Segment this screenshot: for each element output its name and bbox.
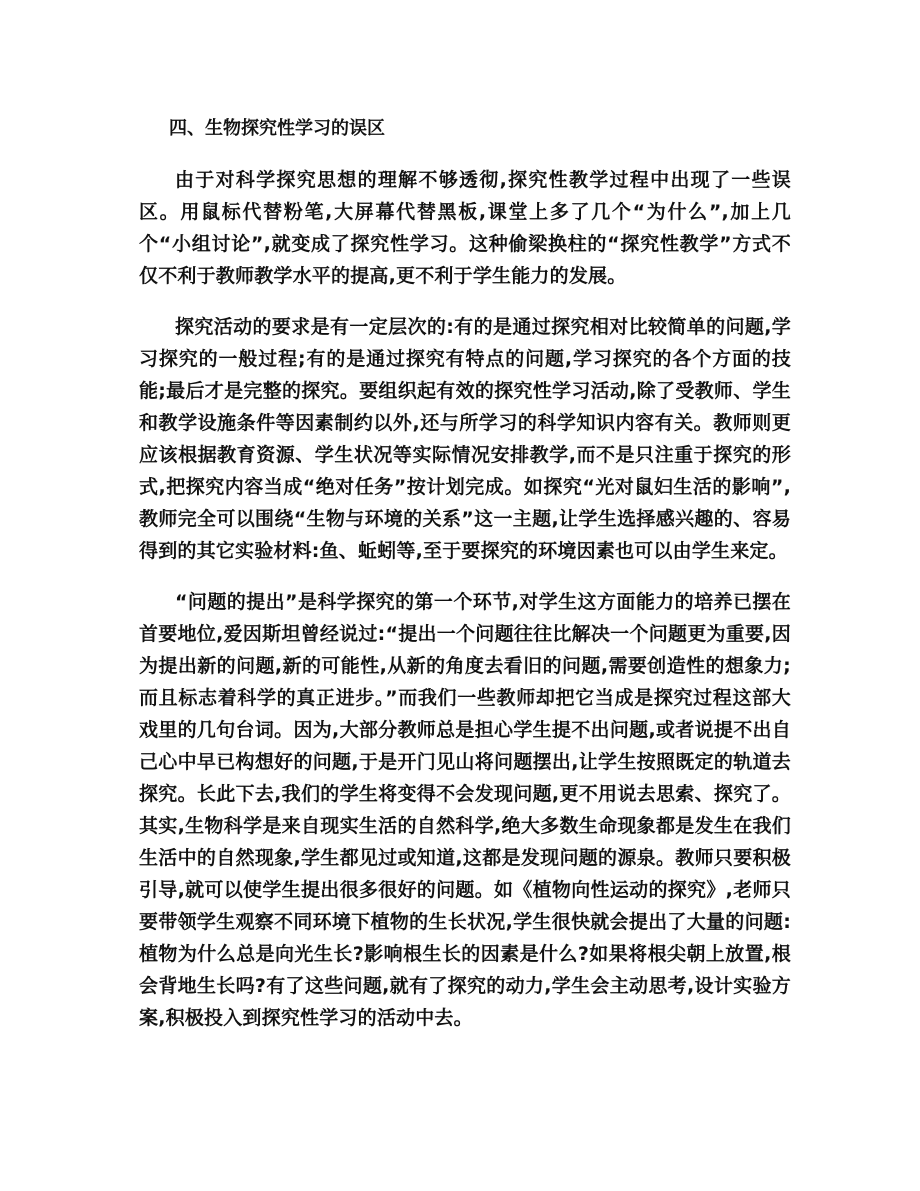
document-body (139, 113, 791, 1053)
paragraph-raising-questions: “问题的提出”是科学探究的第一个环节,对学生这方面能力的培养已摆在首要地位,爱因斯坦曾经说过:“提出一个问题往往比解决一个问题更为重要,因为提出新的问题,新的可能性,从新的角度去看旧的问题,需要创造性的想象力;而且标志着科学的真正进步。”而我们一些教师却把它当成是探究过程这部大戏里的几句台词。因为,大部分教师总是担心学生提不出问题,或者说提不出自己心中早已构想好的问题,于是开门见山将问题摆出,让学生按照既定的轨道去探究。长此下去,我们的学生将变得不会发现问题,更不用说去思索、探究了。其实,生物科学是来自现实生活的自然科学,绝大多数生命现象都是发生在我们生活中的自然现象,学生都见过或知道,这都是发现问题的源泉。教师只要积极引导,就可以使学生提出很多很好的问题。如《植物向性运动的探究》,老师只要带领学生观察不同环境下植物的生长状况,学生很快就会提出了大量的问题:植物为什么总是向光生长?影响根生长的因素是什么?如果将根尖朝上放置,根会背地生长吗?有了这些问题,就有了探究的动力,学生会主动思考,设计实验方案,积极投入到探究性学习的活动中去。 (139, 591, 791, 1029)
paragraph-inquiry-levels: 探究活动的要求是有一定层次的:有的是通过探究相对比较简单的问题,学习探究的一般过程;有的是通过探究有特点的问题,学习探究的各个方面的技能;最后才是完整的探究。要组织起有效的探究性学习活动,除了受教师、学生和教学设施条件等因素制约以外,还与所学习的科学知识内容有关。教师则更应该根据教育资源、学生状况等实际情况安排教学,而不是只注重于探究的形式,把探究内容当成“绝对任务”按计划完成。如探究“光对鼠妇生活的影响”,教师完全可以围绕“生物与环境的关系”这一主题,让学生选择感兴趣的、容易得到的其它实验材料:鱼、蚯蚓等,至于要探究的环境因素也可以由学生来定。 (139, 316, 791, 562)
section-heading: 四、生物探究性学习的误区 (169, 118, 385, 139)
paragraph-misconceptions: 由于对科学探究思想的理解不够透彻,探究性教学过程中出现了一些误区。用鼠标代替粉笔,大屏幕代替黑板,课堂上多了几个“为什么”,加上几个“小组讨论”,就变成了探究性学习。这种偷梁换柱的“探究性教学”方式不仅不利于教师教学水平的提高,更不利于学生能力的发展。 (139, 169, 791, 287)
